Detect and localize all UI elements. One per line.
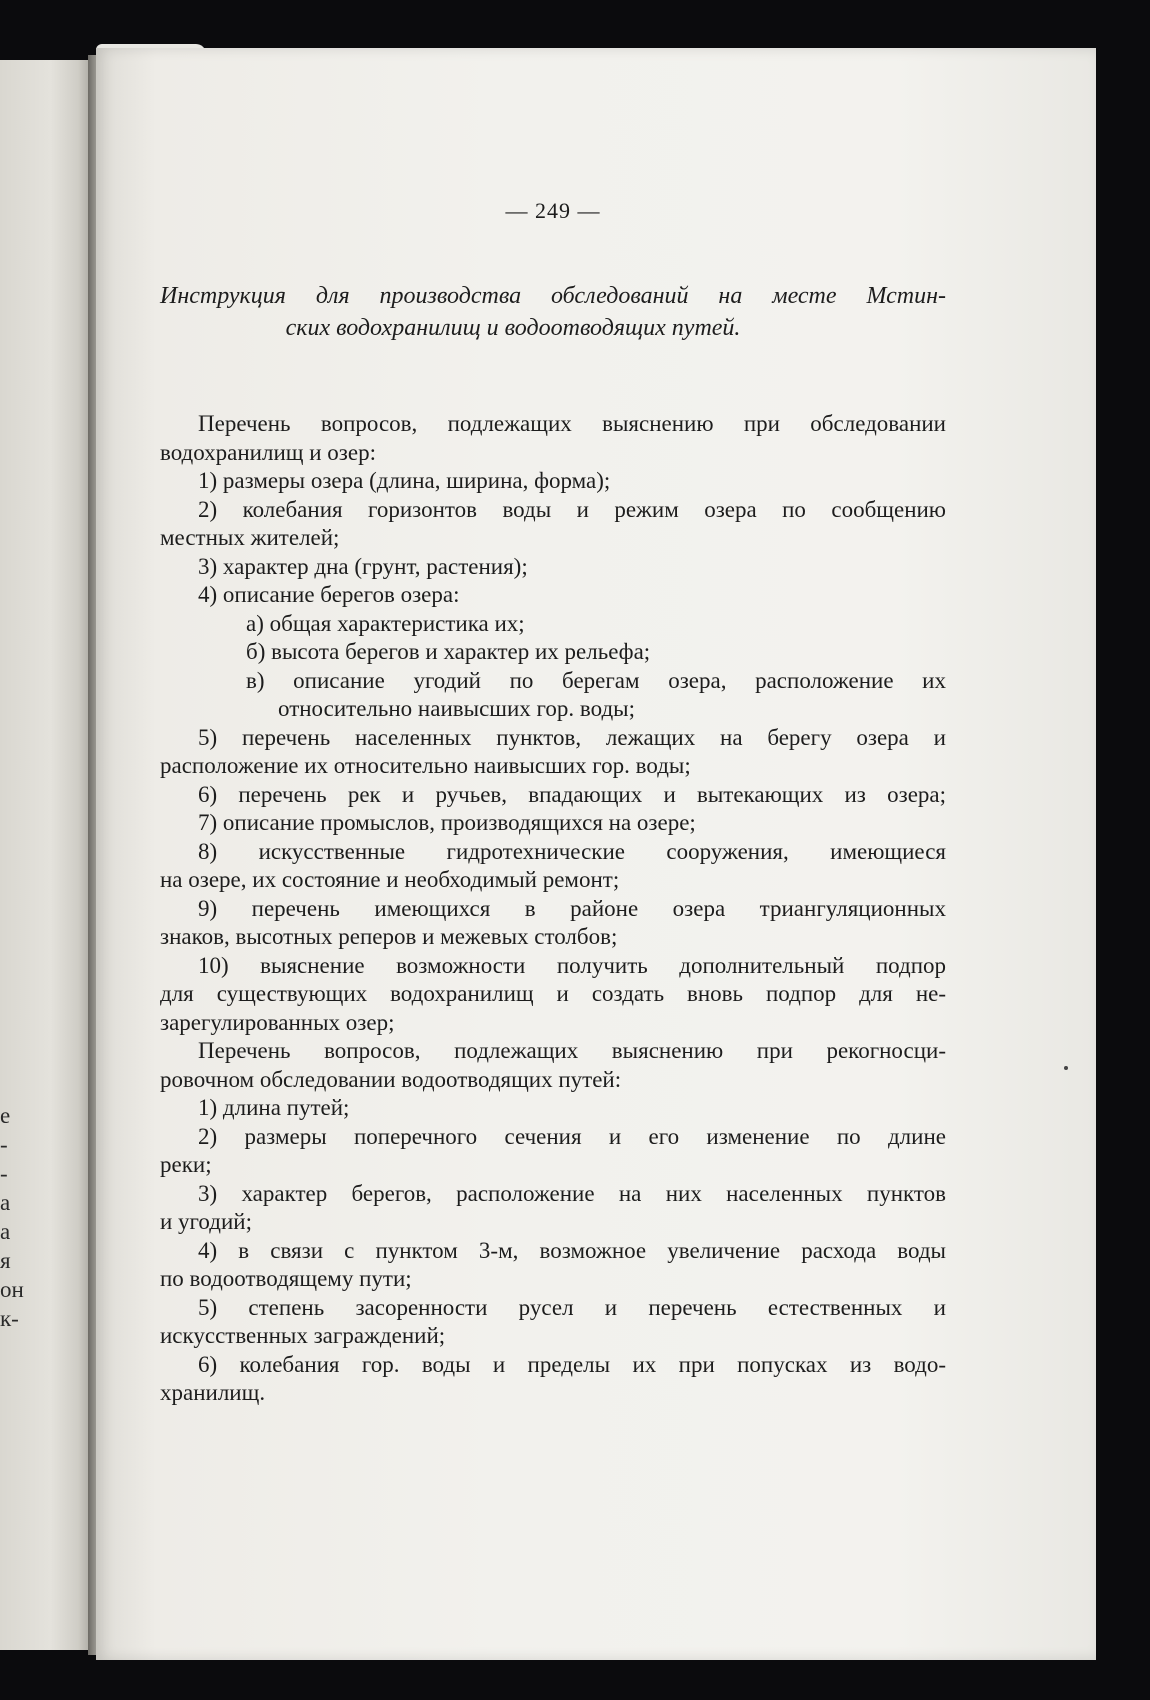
list-item: 3) характер берегов, расположение на них населенных пунктов [198,1180,946,1206]
list-item: 2) колебания горизонтов воды и режим озера по сообщению [198,496,946,522]
list-item: 6) колебания гор. воды и пределы их при попусках из водо- [198,1351,946,1377]
left-page [0,60,92,1650]
list-item: местных жителей; [160,525,340,550]
list-item: 1) размеры озера (длина, ширина, форма); [198,468,611,493]
list-item: зарегулированных озер; [160,1009,395,1035]
list-item: 7) описание промыслов, производящихся на озере; [198,810,696,835]
list-item: 1) длина путей; [198,1095,350,1120]
list-item: 6) перечень рек и ручьев, впадающих и вытекающих из озера; [198,781,946,807]
left-page-fragment: я [0,1248,11,1273]
list-item: 5) перечень населенных пунктов, лежащих на берегу озера и [198,724,946,750]
left-page-fragment: а [0,1219,11,1244]
section1-intro: водохранилищ и озер: [160,439,376,465]
page-number: — 249 — [505,198,601,223]
sub-list-item: относительно наивысших гор. воды; [278,696,635,721]
left-page-fragment: а [0,1190,11,1215]
section2-intro: ровочном обследовании водоотводящих путей: [160,1066,622,1092]
list-item: 8) искусственные гидротехнические сооружения, имеющиеся [198,838,946,864]
list-item: 5) степень засоренности русел и перечень естественных и [198,1294,946,1320]
list-item: для существующих водохранилищ и создать вновь подпор для не- [160,981,946,1006]
left-page-fragment: к- [0,1306,19,1331]
list-item: знаков, высотных реперов и межевых столбов; [160,924,618,949]
title-line: Инструкция для производства обследований на месте Мстин- [160,283,946,309]
document-page [96,48,1096,1660]
sub-list-item: б) высота берегов и характер их рельефа; [246,639,651,664]
document-title [160,280,946,344]
list-item: 4) описание берегов озера: [198,582,460,607]
title-line: ских водохранилищ и водоотводящих путей. [285,315,741,341]
list-item: хранилищ. [160,1380,266,1405]
list-item: на озере, их состояние и необходимый ремонт; [160,867,620,892]
sub-list-item: а) общая характеристика их; [246,610,525,636]
list-item: по водоотводящему пути; [160,1266,412,1291]
left-page-fragment: - [0,1161,8,1186]
document-body [160,410,946,1408]
left-page-fragment: он [0,1277,24,1302]
list-item: 4) в связи с пунктом 3-м, возможное увеличение расхода воды [198,1237,946,1263]
list-item: 9) перечень имеющихся в районе озера триангуляционных [198,895,946,921]
list-item: расположение их относительно наивысших гор. воды; [160,753,691,778]
left-page-fragment: е [0,1103,11,1128]
list-item: 3) характер дна (грунт, растения); [198,553,528,579]
paper-speck [1064,1066,1068,1070]
section1-intro: Перечень вопросов, подлежащих выяснению при обследовании [198,411,946,436]
left-page-fragment: - [0,1132,8,1157]
section2-intro: Перечень вопросов, подлежащих выяснению при рекогносци- [198,1038,946,1063]
sub-list-item: в) описание угодий по берегам озера, расположение их [246,667,946,693]
list-item: реки; [160,1152,212,1177]
list-item: и угодий; [160,1209,252,1234]
list-item: 2) размеры поперечного сечения и его изменение по длине [198,1123,946,1149]
list-item: 10) выяснение возможности получить дополнительный подпор [198,952,946,978]
list-item: искусственных заграждений; [160,1323,446,1348]
